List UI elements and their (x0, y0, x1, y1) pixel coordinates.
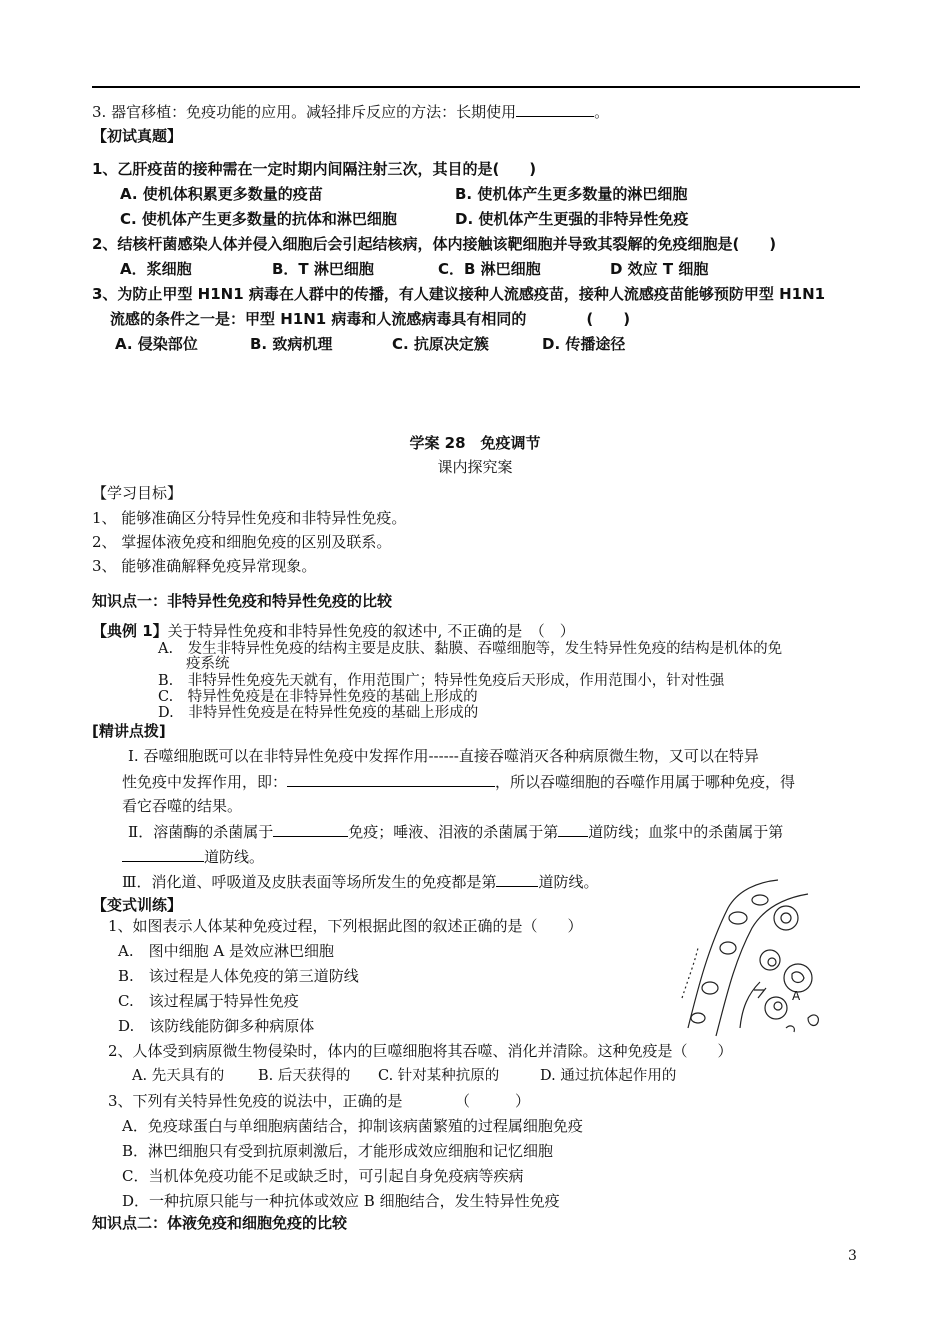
answer-blank[interactable] (558, 821, 588, 837)
answer-blank[interactable] (122, 846, 204, 862)
figure-label-a: A (792, 989, 801, 1003)
variant-1-option-a: A. 图中细胞 A 是效应淋巴细胞 (118, 942, 334, 960)
point-iii-line: Ⅲ．消化道、呼吸道及皮肤表面等场所发生的免疫都是第 道防线。 (122, 873, 599, 891)
option-1b: B. 使机体产生更多数量的淋巴细胞 (455, 185, 688, 203)
point-i-line2: 性免疫中发挥作用，即： ，所以吞噬细胞的吞噬作用属于哪种免疫，得 (122, 773, 796, 791)
variant-3-option-b: B．淋巴细胞只有受到抗原刺激后，才能形成效应细胞和记忆细胞 (122, 1142, 554, 1160)
option-1d: D. 使机体产生更强的非特异性免疫 (455, 210, 689, 228)
variant-question-1: 1、如图表示人体某种免疫过程，下列根据此图的叙述正确的是（ ） (108, 917, 583, 935)
example-1-option-a-cont: 疫系统 (186, 656, 230, 672)
knowledge-point-2-heading: 知识点二：体液免疫和细胞免疫的比较 (92, 1214, 348, 1232)
option-1a: A. 使机体积累更多数量的疫苗 (120, 185, 323, 203)
question-2: 2、结核杆菌感染人体并侵入细胞后会引起结核病，体内接触该靶细胞并导致其裂解的免疫细胞是( ) (92, 235, 777, 253)
option-2a: A．浆细胞 (120, 260, 192, 278)
variant-3-option-d: D．一种抗原只能与一种抗体或效应 B 细胞结合，发生特异性免疫 (122, 1192, 560, 1210)
point-ii-line1: Ⅱ．溶菌酶的杀菌属于 免疫；唾液、泪液的杀菌属于第 道防线；血浆中的杀菌属于第 (128, 823, 784, 841)
option-3b: B. 致病机理 (250, 335, 333, 353)
option-2d: D 效应 T 细胞 (610, 260, 709, 278)
answer-blank[interactable] (496, 871, 538, 887)
jingjiang-heading: [精讲点拨] (92, 722, 166, 740)
answer-blank[interactable] (273, 821, 348, 837)
variant-1-option-c: C. 该过程属于特异性免疫 (118, 992, 299, 1010)
goal-2: 2、 掌握体液免疫和细胞免疫的区别及联系。 (92, 533, 392, 551)
top-rule (92, 86, 860, 88)
lesson-title: 学案 28 免疫调节 (409, 434, 541, 452)
option-1c: C. 使机体产生更多数量的抗体和淋巴细胞 (120, 210, 397, 228)
example-1-option-b: B. 非特异性免疫先天就有，作用范围广；特异性免疫后天形成，作用范围小，针对性强 (158, 673, 725, 689)
variant-2-option-a: A. 先天具有的 (132, 1068, 225, 1084)
option-3c: C. 抗原决定簇 (392, 335, 489, 353)
goals-heading: 【学习目标】 (92, 484, 183, 502)
answer-blank[interactable] (287, 771, 495, 787)
option-3a: A. 侵染部位 (115, 335, 198, 353)
variant-3-option-c: C．当机体免疫功能不足或缺乏时，可引起自身免疫病等疾病 (122, 1167, 524, 1185)
variant-3-option-a: A．免疫球蛋白与单细胞病菌结合，抑制该病菌繁殖的过程属细胞免疫 (122, 1117, 583, 1135)
option-2b: B．T 淋巴细胞 (272, 260, 374, 278)
point-ii-line2: 道防线。 (122, 846, 264, 867)
example-1-option-c: C. 特异性免疫是在非特异性免疫的基础上形成的 (158, 689, 478, 705)
question-3-line1: 3、为防止甲型 H1N1 病毒在人群中的传播，有人建议接种人流感疫苗，接种人流感疫苗能够预防甲型 H1N1 (92, 285, 826, 303)
page-number: 3 (848, 1248, 857, 1264)
question-1: 1、乙肝疫苗的接种需在一定时期内间隔注射三次，其目的是( ) (92, 160, 537, 178)
variant-question-3: 3、下列有关特异性免疫的说法中，正确的是 （ ） (108, 1092, 531, 1110)
example-1-option-d: D. 非特异性免疫是在特异性免疫的基础上形成的 (158, 705, 479, 721)
lesson-subtitle: 课内探究案 (437, 458, 513, 476)
variant-2-option-c: C. 针对某种抗原的 (378, 1068, 500, 1084)
option-3d: D. 传播途径 (542, 335, 626, 353)
variant-1-option-d: D. 该防线能防御多种病原体 (118, 1017, 315, 1035)
transplant-line: 3. 器官移植：免疫功能的应用。减轻排斥反应的方法：长期使用 。 (92, 103, 610, 121)
variant-question-2: 2、人体受到病原微生物侵染时，体内的巨噬细胞将其吞噬、消化并清除。这种免疫是（ ） (108, 1042, 733, 1060)
bianshi-heading: 【变式训练】 (92, 896, 183, 914)
option-2c: C．B 淋巴细胞 (438, 260, 541, 278)
point-i-line3: 看它吞噬的结果。 (122, 797, 243, 815)
point-i-line1: Ⅰ. 吞噬细胞既可以在非特异性免疫中发挥作用------直接吞噬消灭各种病原微生物，又可以在特异 (128, 747, 759, 765)
goal-1: 1、 能够准确区分特异性免疫和非特异性免疫。 (92, 509, 407, 527)
goal-3: 3、 能够准确解释免疫异常现象。 (92, 557, 317, 575)
knowledge-point-1-heading: 知识点一：非特异性免疫和特异性免疫的比较 (92, 592, 393, 610)
example-1-option-a: A. 发生非特异性免疫的结构主要是皮肤、黏膜、吞噬细胞等，发生特异性免疫的结构是机体的免 (158, 641, 783, 657)
example-1-question: 【典例 1】关于特异性免疫和非特异性免疫的叙述中, 不正确的是 （ ） (92, 622, 575, 640)
variant-1-option-b: B. 该过程是人体免疫的第三道防线 (118, 967, 359, 985)
question-3-line2: 流感的条件之一是：甲型 H1N1 病毒和人流感病毒具有相同的 ( ) (110, 310, 631, 328)
answer-blank[interactable] (516, 101, 594, 117)
section-heading-chushi: 【初试真题】 (92, 127, 183, 145)
variant-2-option-d: D. 通过抗体起作用的 (540, 1068, 677, 1084)
variant-2-option-b: B. 后天获得的 (258, 1068, 351, 1084)
immune-process-figure (668, 878, 838, 1040)
